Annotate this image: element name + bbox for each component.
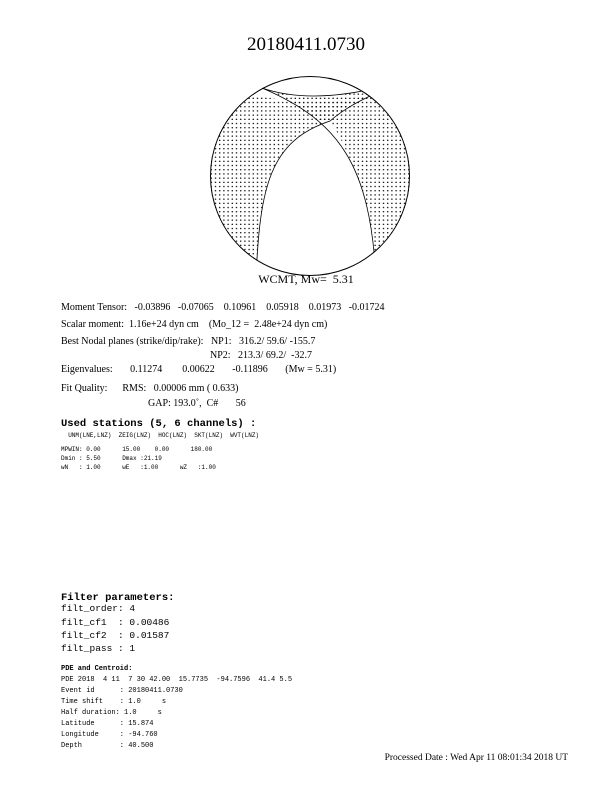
depth-line: Depth : 40.500 <box>61 742 154 750</box>
nodal-plane-1-line-text: Best Nodal planes (strike/dip/rake): NP1: 316.2/ 59.6/ -155.7 <box>61 336 316 347</box>
station-params-weights: wN : 1.00 wE :1.00 wZ :1.00 <box>61 464 216 471</box>
filter-cf1: filt_cf1 : 0.00486 <box>61 617 170 628</box>
processed-date: Processed Date : Wed Apr 11 08:01:34 2018 UT <box>384 753 568 763</box>
event-id-line: Event id : 20180411.0730 <box>61 687 183 695</box>
beachball-icon <box>210 76 410 276</box>
latitude-line: Latitude : 15.874 <box>61 720 154 728</box>
used-stations-heading: Used stations (5, 6 channels) : <box>61 418 257 430</box>
pde-centroid-heading: PDE and Centroid: <box>61 665 133 673</box>
pde-line: PDE 2018 4 11 7 30 42.00 15.7735 -94.7596 41.4 5.5 <box>61 676 293 684</box>
station-params-dmin: Dmin : 5.50 Dmax :21.19 <box>61 455 162 462</box>
filter-parameters-heading: Filter parameters: <box>61 592 175 604</box>
eigenvalues-line: Eigenvalues: 0.11274 0.00622 -0.11896 (Mw = 5.31) <box>61 364 337 375</box>
filter-order: filt_order: 4 <box>61 603 136 614</box>
beachball-caption: WCMT, Mw= 5.31 <box>258 272 354 286</box>
filter-cf2: filt_cf2 : 0.01587 <box>61 630 170 641</box>
scalar-moment-line: Scalar moment: 1.16e+24 dyn cm (Mo_12 = 2.48e+24 dyn cm) <box>61 319 328 330</box>
moment-tensor-line: Moment Tensor: -0.03896 -0.07065 0.10961 0.05918 0.01973 -0.01724 <box>61 302 385 313</box>
fit-quality-line: Fit Quality: RMS: 0.00006 mm ( 0.633) <box>61 383 239 394</box>
station-params-mpwin: MPWIN: 0.00 15.00 0.00 180.00 <box>61 446 213 453</box>
longitude-line: Longitude : -94.760 <box>61 731 158 739</box>
nodal-plane-2-line-text: NP2: 213.3/ 69.2/ -32.7 <box>210 350 312 361</box>
half-duration-line: Half duration: 1.0 s <box>61 709 162 717</box>
event-title: 20180411.0730 <box>246 34 366 55</box>
gap-line: GAP: 193.0˚, C# 56 <box>148 398 246 409</box>
time-shift-line: Time shift : 1.0 s <box>61 698 167 706</box>
stations-list: UNM(LNE,LNZ) ZEIG(LNZ) HOC(LNZ) SKT(LNZ) WVT(LNZ) <box>61 432 260 439</box>
dilatational-wedge-top <box>210 76 410 95</box>
filter-pass: filt_pass : 1 <box>61 643 136 654</box>
